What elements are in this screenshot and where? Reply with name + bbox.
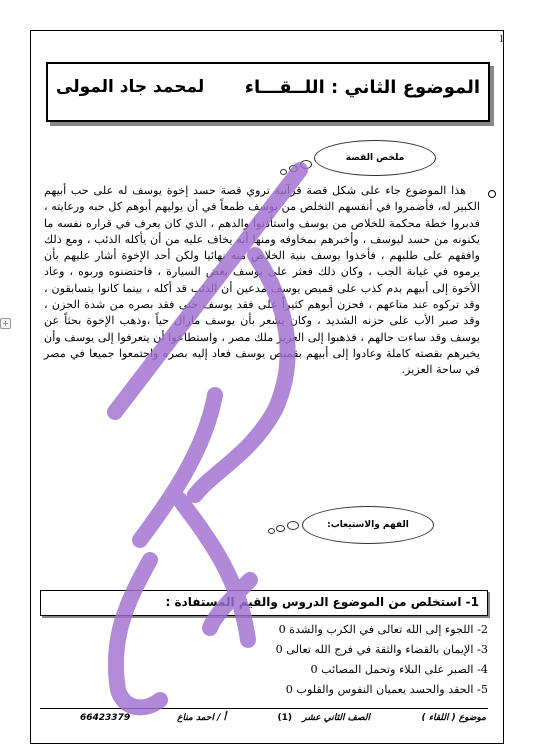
cloud-dot <box>289 165 298 172</box>
footer-phone: 66423379 <box>80 713 131 723</box>
bullet-icon <box>488 190 496 198</box>
understanding-cloud <box>302 506 434 544</box>
answers-list <box>276 620 488 700</box>
answer-item: 5- الحقد والحسد يعميان النفوس والقلوب 0 <box>285 683 488 696</box>
summary-paragraph <box>44 183 480 379</box>
footer <box>40 708 488 729</box>
summary-cloud <box>314 140 436 176</box>
lesson-title: الموضوع الثاني : اللــقـــاء <box>244 77 480 98</box>
answer-item: 3- الإيمان بالقضاء والثقة في فرج الله تعالى 0 <box>275 643 488 656</box>
summary-text: هذا الموضوع جاء على شكل قصة قرآنية تروي قصة حسد إخوة يوسف له على حب أبيهم الكبير له، فأضمروا في أنفسهم التخلص من يوسف طمعاً في أن يوليهم أبوهم كل حبه ورعايته ، فدبروا خطة محكمة للخلاص من يوسف واستأذنوا والدهم ، الذي كان يعرف في قراره نفسه ما يكنونه من حسد ليوسف ، وأخبرهم بمخاوفه ومنها أنه يخاف عليه من أن يأكله الذئب ، ومع ذلك وافقهم على طلبهم ، فأخذوا يوسف بنية الخلاص منه نهائيا ولكن أحد الإخوة أشار عليهم بأن يرموه في غيابة الجب ، وكان ذلك فعثر على يوسف بعض السيارة ، فاحتضنوه وربوه ، وعاد الأخوة إلى أبيهم بدم كذب على قميص يوسف مدعين أن الذئب قد أكله ، بينما كانوا يتسابقون ، وقد تركوه عند متاعهم ، فحزن أبوهم كثيراً على فقد يوسف حتى فقد بصره من شدة الحزن ، وقد صبر الأب على حزنه الشديد ، وكان يشعر بأن يوسف مازال حياً ،وذهب الإخوة بحثاً عن يوسف وقد ساءت حالهم ، فذهبوا إلى العزيز ملك مصر ، واستطاعوا أن يتعرفوا إلى يوسف وأن يخبرهم بقصته كاملة وعادوا إلى أبيهم بقميص يوسف فعاد إليه بصره واجتمعوا جميعا في مصر في ساحة العزيز. <box>44 184 480 377</box>
footer-teacher: أ / احمد مناع <box>177 713 226 723</box>
title-box <box>46 62 490 122</box>
cloud-dot <box>287 521 299 530</box>
cloud-dot <box>280 169 287 175</box>
footer-topic: موضوع ( اللقاء ) <box>421 713 486 723</box>
question-box <box>40 590 488 616</box>
understanding-label: الفهم والاستيعاب: <box>327 520 409 530</box>
footer-grade: الصف الثاني عشر <box>302 713 370 723</box>
cloud-dot <box>300 160 312 169</box>
cloud-dot <box>268 528 275 534</box>
question-text: 1- استخلص من الموضوع الدروس والقيم المستفادة : <box>165 595 479 609</box>
answer-item: 4- الصبر على البلاء وتحمل المصائب 0 <box>310 663 488 676</box>
author-name: لمحمد جاد المولى <box>56 77 205 97</box>
cloud-dot <box>276 525 285 532</box>
footer-page: (1) <box>277 713 292 723</box>
corner-page-number: 1 <box>499 34 504 45</box>
expand-marker-icon[interactable]: + <box>0 318 11 329</box>
summary-label: ملخص القصة <box>345 153 405 163</box>
answer-item: 2- اللجوء إلى الله تعالى في الكرب والشدة 0 <box>278 623 488 636</box>
